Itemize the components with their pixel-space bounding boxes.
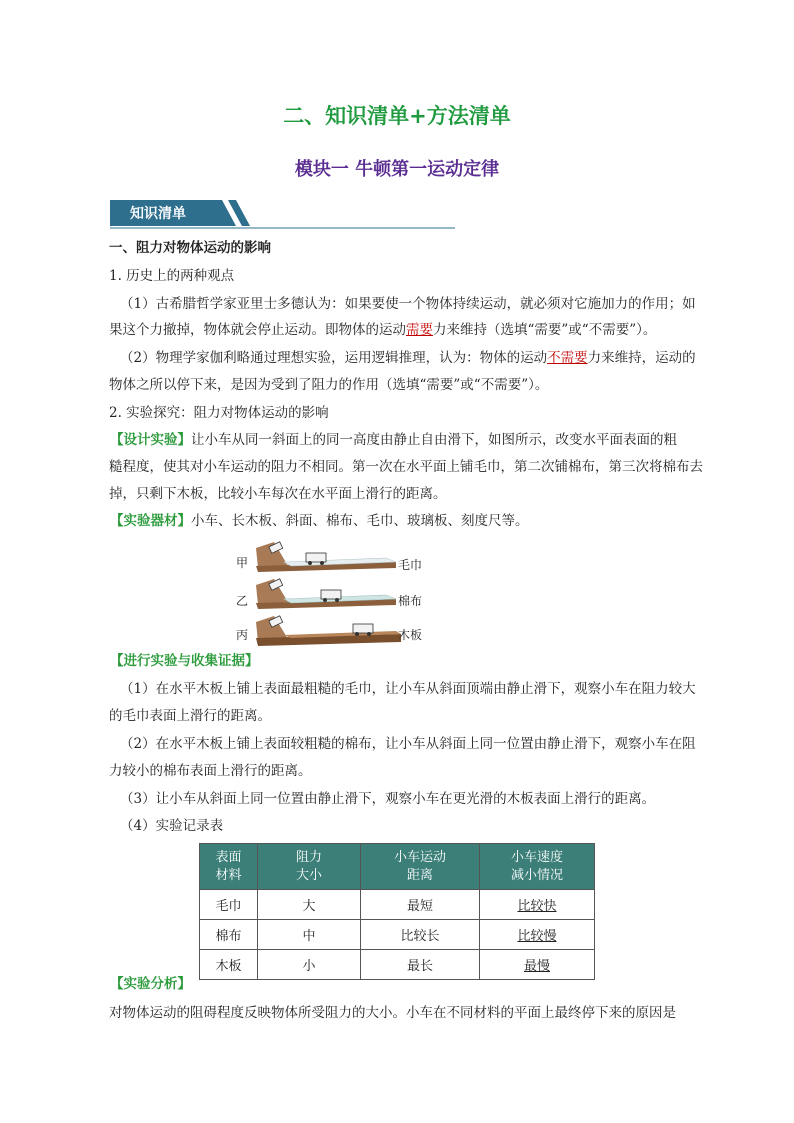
table-cell — [480, 890, 595, 920]
text-segment: 小车、长木板、斜面、棉布、毛巾、玻璃板、刻度尺等。 — [191, 513, 529, 529]
section-banner — [110, 196, 455, 230]
answer-cell: 最慢 — [523, 959, 550, 974]
procedure-tag-text: 【进行实验与收集证据】 — [110, 653, 259, 669]
paragraph-line — [110, 430, 677, 450]
design-tag: 【设计实验】 — [110, 432, 191, 448]
table-row — [200, 950, 595, 980]
table-header-row — [200, 844, 595, 890]
text-segment: 让小车从同一斜面上的同一高度由静止自由滑下，如图所示，改变水平面表面的粗 — [191, 432, 677, 448]
table-cell — [480, 920, 595, 950]
analysis-tag-text: 【实验分析】 — [110, 976, 191, 992]
item-heading: 1. 历史上的两种观点 — [109, 268, 235, 284]
table-header-cell: 小车运动 距离 — [361, 844, 480, 890]
text-segment: 力来维持（选填“需要”或“不需要”）。 — [433, 322, 657, 338]
table-cell: 毛巾 — [200, 890, 258, 920]
table-header-cell: 阻力 大小 — [258, 844, 361, 890]
paragraph-line: 力较小的棉布表面上滑行的距离。 — [109, 763, 312, 779]
figure-label-b: 乙 — [236, 594, 249, 608]
text-segment: 果这个力撤掉，物体就会停止运动。即物体的运动 — [109, 322, 406, 338]
procedure-tag — [110, 651, 259, 671]
banner-label: 知识清单 — [130, 206, 186, 222]
paragraph-line: 掉，只剩下木板，比较小车每次在水平面上滑行的距离。 — [109, 486, 447, 502]
paragraph-line — [109, 320, 656, 340]
paragraph-line: （1）在水平木板上铺上表面最粗糙的毛巾，让小车从斜面顶端由静止滑下，观察小车在阻力较大 — [120, 681, 696, 697]
paragraph-line: 物体之所以停下来，是因为受到了阻力的作用（选填“需要”或“不需要”）。 — [109, 377, 549, 393]
table-cell: 比较长 — [361, 920, 480, 950]
table-row — [200, 920, 595, 950]
paragraph-line: 糙程度，使其对小车运动的阻力不相同。第一次在水平面上铺毛巾，第二次铺棉布，第三次将棉布去 — [109, 459, 703, 475]
page-title: 二、知识清单+方法清单 — [283, 104, 511, 128]
paragraph-line: （1）古希腊哲学家亚里士多德认为：如果要使一个物体持续运动，就必须对它施加力的作用；如 — [120, 296, 696, 312]
answer-text: 需要 — [406, 322, 433, 338]
table-cell: 棉布 — [200, 920, 258, 950]
text-segment: （2）物理学家伽利略通过理想实验，运用逻辑推理，认为：物体的运动 — [120, 350, 548, 366]
table-header-cell: 表面 材料 — [200, 844, 258, 890]
section-heading: 一、阻力对物体运动的影响 — [109, 240, 271, 256]
paragraph-line — [120, 348, 696, 368]
paragraph-line: 的毛巾表面上滑行的距离。 — [109, 708, 271, 724]
table-cell — [480, 950, 595, 980]
paragraph-line: （2）在水平木板上铺上表面较粗糙的棉布，让小车从斜面上同一位置由静止滑下，观察小车在阻 — [120, 736, 696, 752]
table-cell: 小 — [258, 950, 361, 980]
table-cell: 大 — [258, 890, 361, 920]
table-cell: 最长 — [361, 950, 480, 980]
answer-cell: 比较快 — [517, 899, 557, 914]
answer-text: 不需要 — [547, 350, 588, 366]
figure-label-a: 甲 — [236, 556, 249, 570]
figure-surface-board: 木板 — [398, 628, 423, 642]
figure-label-c: 丙 — [236, 628, 249, 642]
paragraph-line: （3）让小车从斜面上同一位置由静止滑下，观察小车在更光滑的木板表面上滑行的距离。 — [120, 791, 656, 807]
experiment-figure — [236, 540, 436, 646]
item-heading: 2. 实验探究：阻力对物体运动的影响 — [109, 405, 329, 421]
table-cell: 木板 — [200, 950, 258, 980]
record-table — [199, 843, 595, 980]
analysis-tag — [110, 974, 191, 994]
equipment-tag: 【实验器材】 — [110, 513, 191, 529]
paragraph-line — [110, 511, 529, 531]
figure-surface-towel: 毛巾 — [398, 558, 423, 572]
figure-surface-cotton: 棉布 — [398, 594, 423, 608]
paragraph-line: （4）实验记录表 — [120, 818, 224, 834]
module-title: 模块一 牛顿第一运动定律 — [294, 159, 500, 180]
text-segment: 力来维持，运动的 — [587, 350, 696, 366]
table-cell: 最短 — [361, 890, 480, 920]
answer-cell: 比较慢 — [517, 929, 557, 944]
table-header-cell: 小车速度 减小情况 — [480, 844, 595, 890]
table-row — [200, 890, 595, 920]
paragraph-line: 对物体运动的阻碍程度反映物体所受阻力的大小。小车在不同材料的平面上最终停下来的原因是 — [109, 1005, 676, 1021]
table-cell: 中 — [258, 920, 361, 950]
